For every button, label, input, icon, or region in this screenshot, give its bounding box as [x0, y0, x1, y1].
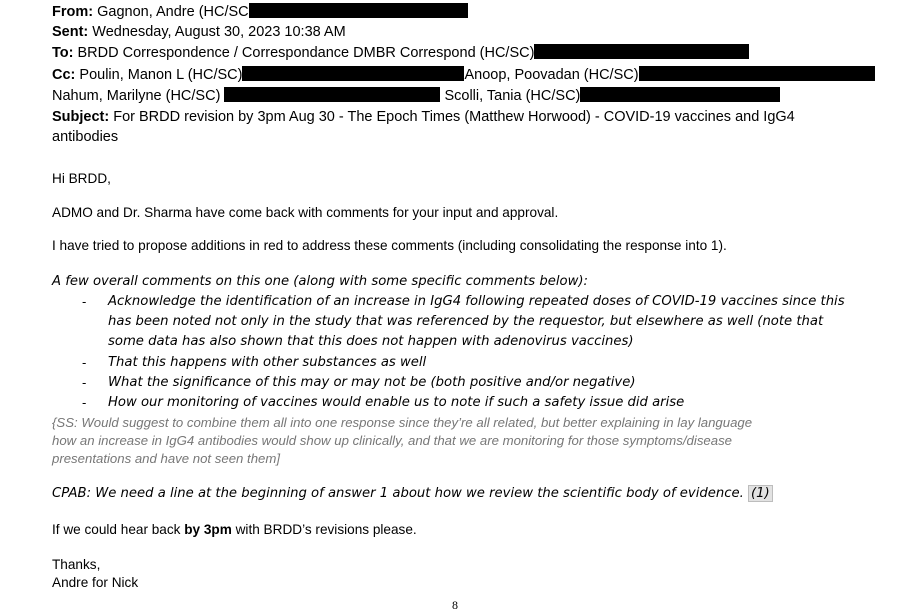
cc-line-2: [52, 86, 780, 106]
cc-recipient: Scolli, Tania (HC/SC): [444, 88, 581, 104]
cc-recipient: Nahum, Marilyne (HC/SC): [52, 88, 221, 104]
closing-text-pre: If we could hear back: [52, 522, 185, 537]
closing-deadline: by 3pm: [184, 522, 232, 537]
paragraph-1: ADMO and Dr. Sharma have come back with comments for your input and approval.: [52, 205, 559, 220]
redaction-box: [249, 3, 468, 18]
to-value: BRDD Correspondence / Correspondance DMBR Correspond (HC/SC): [77, 45, 535, 61]
ss-comment-line-1: {SS: Would suggest to combine them all into one response since they’re all related, but better explaining in lay language: [52, 415, 753, 430]
subject-line: [52, 107, 795, 127]
redaction-box: [534, 44, 749, 59]
thanks: Thanks,: [52, 557, 101, 572]
page-number: 8: [452, 598, 458, 612]
subject-value-cont: antibodies: [52, 129, 119, 145]
greeting: Hi BRDD,: [52, 171, 111, 186]
sent-line: [52, 22, 346, 42]
from-line: [52, 2, 468, 22]
cpab-text: CPAB: We need a line at the beginning of answer 1 about how we review the scientific body of evidence.: [52, 486, 744, 501]
ss-comment-line-2: how an increase in IgG4 antibodies would show up clinically, and that we are monitoring for those symptoms/disease: [52, 433, 733, 448]
to-label: To:: [52, 45, 74, 61]
signature: Andre for Nick: [52, 575, 139, 590]
redaction-box: [580, 87, 780, 102]
bullet-marker: -: [82, 355, 87, 370]
comment-reference-marker: (1): [748, 485, 773, 502]
redaction-box: [639, 66, 875, 81]
bullet-4: How our monitoring of vaccines would enable us to note if such a safety issue did arise: [108, 395, 685, 410]
redaction-box: [242, 66, 464, 81]
to-line: [52, 43, 749, 63]
bullet-marker: -: [82, 294, 87, 309]
cc-label: Cc:: [52, 67, 76, 83]
subject-line-cont: [52, 127, 118, 147]
bullet-marker: -: [82, 395, 87, 410]
from-value: Gagnon, Andre (HC/SC: [97, 4, 249, 20]
cc-line-1: [52, 65, 875, 85]
from-label: From:: [52, 4, 94, 20]
cc-recipient: Poulin, Manon L (HC/SC): [79, 67, 243, 83]
cc-recipient: Anoop, Poovadan (HC/SC): [464, 67, 639, 83]
subject-label: Subject:: [52, 109, 110, 125]
overall-comments-intro: A few overall comments on this one (along with some specific comments below):: [52, 274, 588, 289]
bullet-2: That this happens with other substances as well: [108, 355, 427, 370]
cpab-comment: [52, 484, 773, 504]
sent-label: Sent:: [52, 24, 89, 40]
closing-text-post: with BRDD’s revisions please.: [231, 522, 417, 537]
subject-value: For BRDD revision by 3pm Aug 30 - The Epoch Times (Matthew Horwood) - COVID-19 vaccines and IgG4: [113, 109, 795, 125]
closing-request: [52, 521, 417, 539]
paragraph-2: I have tried to propose additions in red to address these comments (including consolidating the response into 1).: [52, 238, 727, 253]
ss-comment-line-3: presentations and have not seen them]: [52, 451, 281, 466]
redaction-box: [224, 87, 440, 102]
bullet-marker: -: [82, 375, 87, 390]
bullet-1-line-2: has been noted not only in the study that was referenced by the requestor, but elsewhere as well (note that: [108, 314, 824, 329]
bullet-1-line-1: Acknowledge the identification of an increase in IgG4 following repeated doses of COVID-19 vaccines since this: [108, 294, 845, 309]
bullet-1-line-3: some data has also shown that this does not happen with adenovirus vaccines): [108, 334, 634, 349]
bullet-3: What the significance of this may or may not be (both positive and/or negative): [108, 375, 636, 390]
sent-value: Wednesday, August 30, 2023 10:38 AM: [92, 24, 346, 40]
